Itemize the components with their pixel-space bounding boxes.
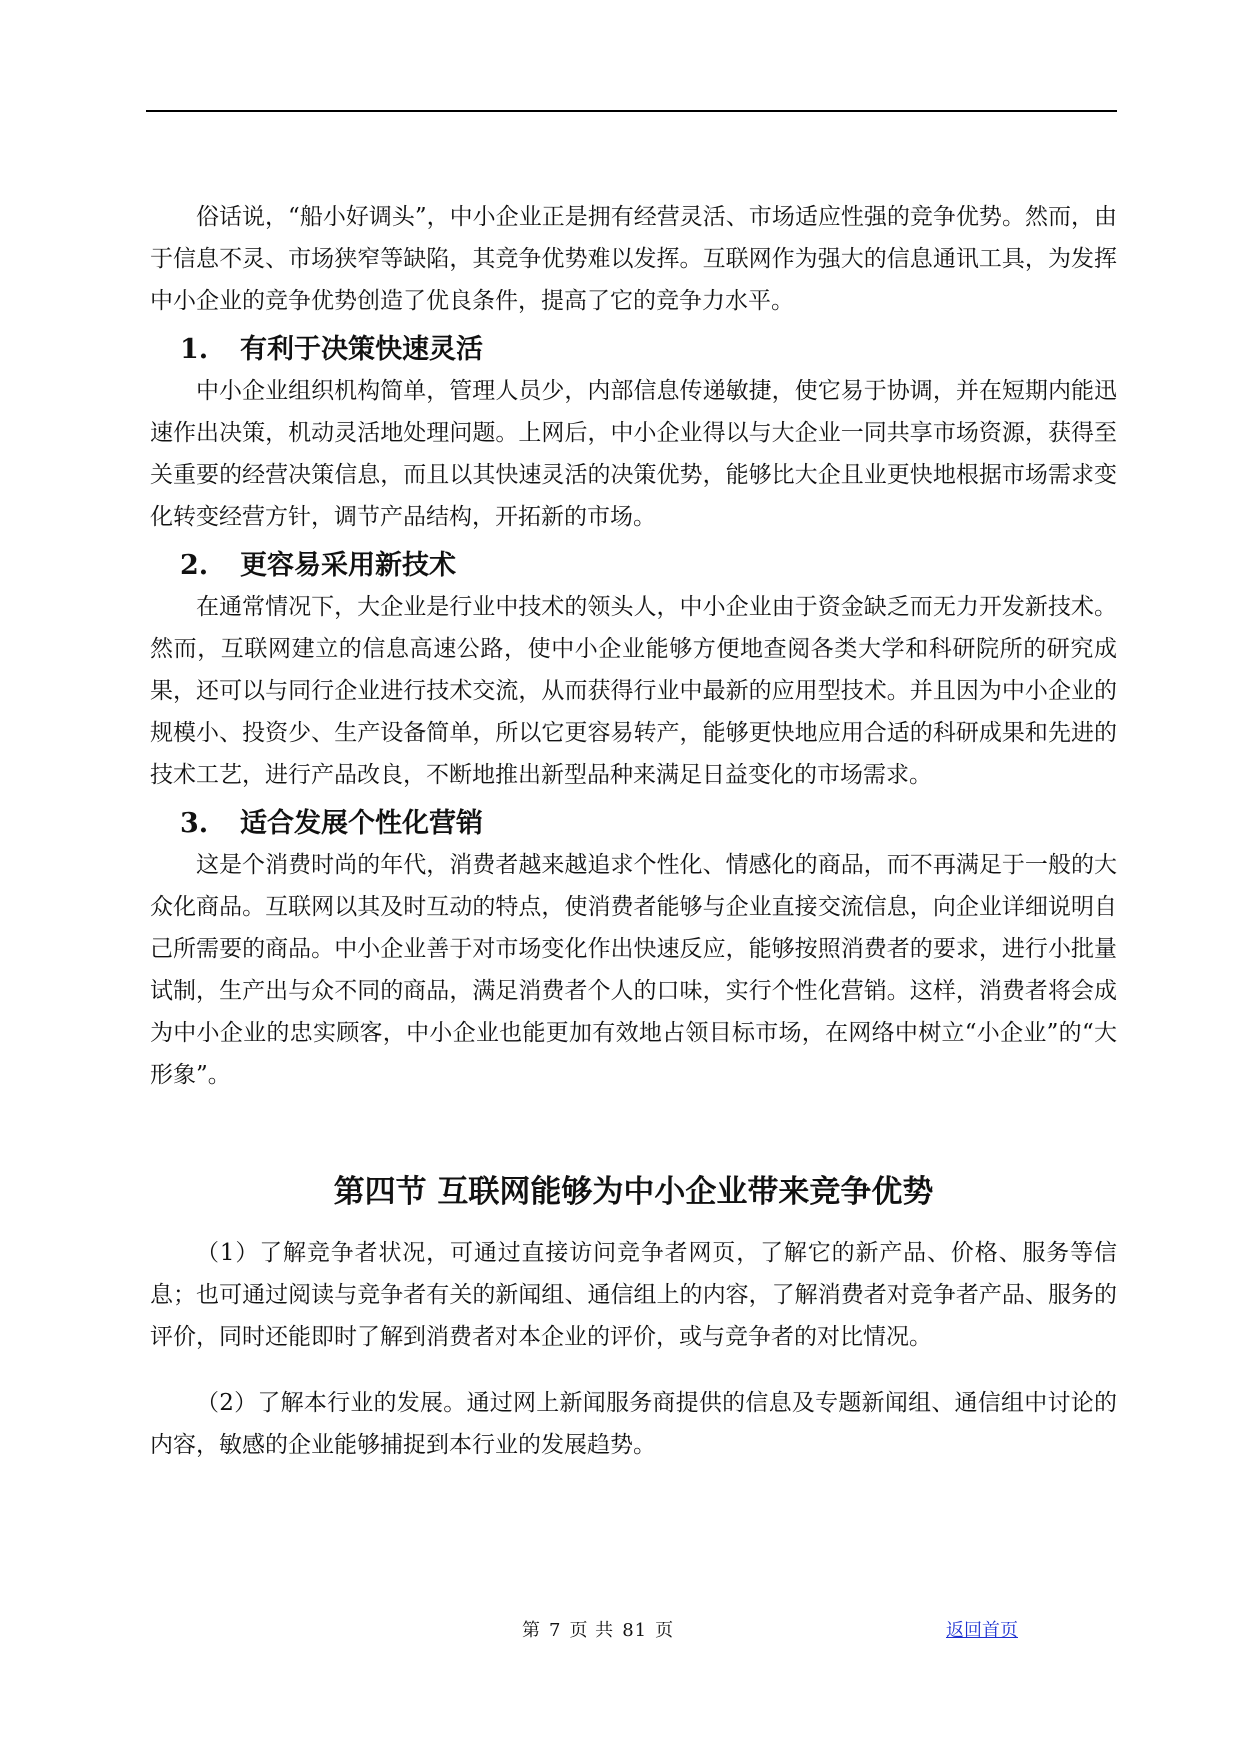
- page-footer: [0, 1616, 1241, 1646]
- section-title: 第四节 互联网能够为中小企业带来竞争优势: [333, 1174, 934, 1210]
- intro-paragraph: 俗话说，“船小好调头”，中小企业正是拥有经营灵活、市场适应性强的竞争优势。然而，由于信息不灵、市场狭窄等缺陷，其竞争优势难以发挥。互联网作为强大的信息通讯工具，为发挥中小企业的竞争优势创造了优良条件，提高了它的竞争力水平。: [150, 204, 1117, 314]
- heading-item-3: [150, 804, 1117, 844]
- heading-text: 更容易采用新技术: [240, 550, 456, 581]
- page-label-post: 页: [655, 1620, 675, 1641]
- page-total: 81: [622, 1620, 648, 1641]
- page-label-mid: 页 共: [569, 1620, 615, 1641]
- heading-number: 1.: [180, 334, 209, 365]
- heading-text: 适合发展个性化营销: [240, 808, 483, 839]
- heading-item-2: [150, 546, 1117, 586]
- item-3-paragraph: 这是个消费时尚的年代，消费者越来越追求个性化、情感化的商品，而不再满足于一般的大众化商品。互联网以其及时互动的特点，使消费者能够与企业直接交流信息，向企业详细说明自己所需要的商品。中小企业善于对市场变化作出快速反应，能够按照消费者的要求，进行小批量试制，生产出与众不同的商品，满足消费者个人的口味，实行个性化营销。这样，消费者将会成为中小企业的忠实顾客，中小企业也能更加有效地占领目标市场，在网络中树立“小企业”的“大形象”。: [150, 852, 1117, 1088]
- page-current: 7: [549, 1620, 562, 1641]
- page-label-pre: 第: [522, 1620, 541, 1641]
- heading-number: 2.: [180, 550, 209, 581]
- heading-text: 有利于决策快速灵活: [240, 334, 483, 365]
- item-2-paragraph: 在通常情况下，大企业是行业中技术的领头人，中小企业由于资金缺乏而无力开发新技术。然而，互联网建立的信息高速公路，使中小企业能够方便地查阅各类大学和科研院所的研究成果，还可以与同行企业进行技术交流，从而获得行业中最新的应用型技术。并且因为中小企业的规模小、投资少、生产设备简单，所以它更容易转产，能够更快地应用合适的科研成果和先进的技术工艺，进行产品改良，不断地推出新型品种来满足日益变化的市场需求。: [150, 594, 1117, 788]
- document-body: [150, 196, 1117, 1466]
- header-rule: [146, 110, 1117, 112]
- heading-number: 3.: [180, 808, 209, 839]
- section-paragraph-1: （1）了解竞争者状况，可通过直接访问竞争者网页，了解它的新产品、价格、服务等信息；也可通过阅读与竞争者有关的新闻组、通信组上的内容，了解消费者对竞争者产品、服务的评价，同时还能即时了解到消费者对本企业的评价，或与竞争者的对比情况。: [150, 1240, 1117, 1350]
- heading-item-1: [150, 330, 1117, 370]
- section-paragraph-2: （2）了解本行业的发展。通过网上新闻服务商提供的信息及专题新闻组、通信组中讨论的内容，敏感的企业能够捕捉到本行业的发展趋势。: [150, 1390, 1117, 1458]
- home-link[interactable]: 返回首页: [946, 1620, 1018, 1641]
- item-1-paragraph: 中小企业组织机构简单，管理人员少，内部信息传递敏捷，使它易于协调，并在短期内能迅速作出决策，机动灵活地处理问题。上网后，中小企业得以与大企业一同共享市场资源，获得至关重要的经营决策信息，而且以其快速灵活的决策优势，能够比大企且业更快地根据市场需求变化转变经营方针，调节产品结构，开拓新的市场。: [150, 378, 1117, 530]
- page-number: [522, 1616, 682, 1642]
